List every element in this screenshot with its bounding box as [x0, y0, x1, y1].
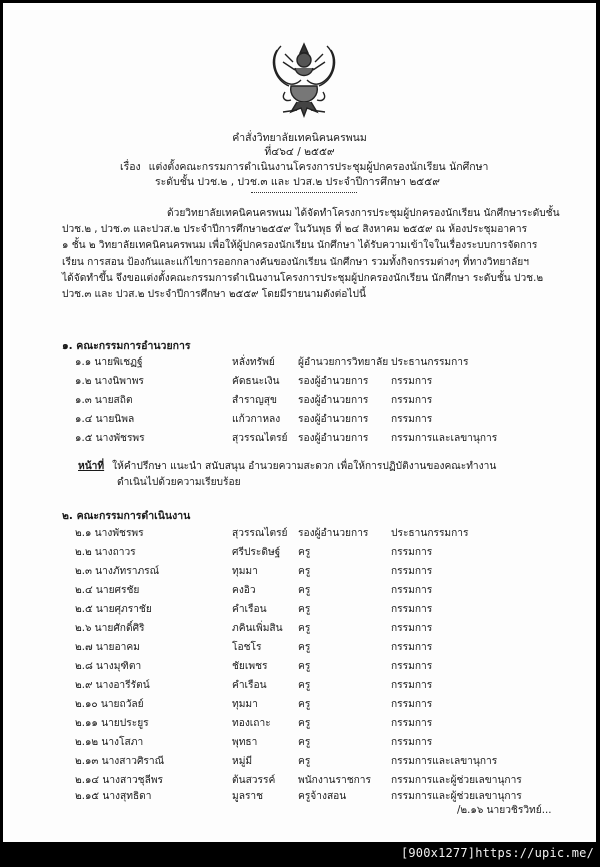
member-position: ผู้อำนวยการวิทยาลัย	[298, 357, 389, 368]
member-role: กรรมการ	[391, 680, 433, 691]
member-role: ประธานกรรมการ	[391, 528, 469, 539]
member-surname: สุวรรณไตรย์	[232, 528, 288, 539]
member-row	[3, 392, 596, 409]
member-name: ๒.๕ นายศุภราชัย	[75, 604, 152, 615]
member-position: ครู	[298, 661, 311, 672]
member-row	[3, 677, 596, 694]
intro-line: เรียน การสอน ป้องกันและแก้ไขการออกกลางคันของนักเรียน นักศึกษา รวมทั้งกิจกรรมต่างๆ ที่ทางวิทยาลัยฯ	[62, 256, 529, 268]
issuer-title: คำสั่งวิทยาลัยเทคนิคนครพนม	[232, 132, 367, 144]
member-row	[3, 772, 596, 789]
member-row	[3, 734, 596, 751]
member-name: ๒.๘ นางมุฑิตา	[75, 661, 142, 672]
member-surname: ภคินเพิ่มสิน	[232, 623, 283, 634]
member-role: กรรมการ	[391, 661, 433, 672]
subject-text: แต่งตั้งคณะกรรมการดำเนินงานโครงการประชุมผู้ปกครองนักเรียน นักศึกษา	[148, 161, 489, 173]
member-role: กรรมการ	[391, 642, 433, 653]
member-surname: ชัยเพชร	[232, 661, 268, 672]
member-surname: หมู่มี	[232, 756, 253, 767]
member-name: ๒.๙ นางอารีรัตน์	[75, 680, 150, 691]
member-name: ๒.๑ นางพัชรพร	[75, 528, 144, 539]
member-name: ๒.๒ นางถาวร	[75, 547, 136, 558]
member-name: ๒.๔ นายศรชัย	[75, 585, 140, 596]
subject-line-2: ระดับชั้น ปวช.๒ , ปวช.๓ และ ปวส.๒ ประจำปีการศึกษา ๒๕๕๙	[155, 176, 440, 188]
member-name: ๑.๑ นายพิเชฏฐ์	[75, 357, 143, 368]
intro-paragraph	[62, 206, 582, 303]
member-surname: ศรีประดิษฐ์	[232, 547, 281, 558]
intro-line: ด้วยวิทยาลัยเทคนิคนครพนม ได้จัดทำโครงการประชุมผู้ปกครองนักเรียน นักศึกษาระดับชั้น	[167, 208, 560, 219]
member-surname: ต้นสวรรค์	[232, 775, 276, 786]
duty-text: ให้คำปรึกษา แนะนำ สนับสนุน อำนวยความสะดวก เพื่อให้การปฏิบัติงานของคณะทำงาน	[112, 461, 497, 472]
member-name: ๒.๑๓ นางสาวศิราณี	[75, 756, 165, 767]
member-name: ๑.๓ นายสถิต	[75, 395, 133, 406]
member-row	[3, 696, 596, 713]
member-name: ๒.๑๕ นางสุทธิดา	[75, 791, 152, 802]
member-surname: คำเรือน	[232, 680, 267, 691]
member-row	[3, 354, 596, 371]
member-role: กรรมการและผู้ช่วยเลขานุการ	[391, 791, 522, 802]
member-position: ครู	[298, 585, 311, 596]
member-surname: คำเรือน	[232, 604, 267, 615]
member-row	[3, 430, 596, 447]
section-heading: ๑. คณะกรรมการอำนวยการ	[62, 340, 191, 352]
member-position: รองผู้อำนวยการ	[298, 433, 369, 444]
order-number: ที่๔๖๔ / ๒๕๕๙	[264, 146, 335, 158]
member-name: ๑.๒ นางนิพาพร	[75, 376, 144, 387]
member-role: กรรมการ	[391, 376, 433, 387]
member-row	[3, 373, 596, 390]
member-surname: มูลราช	[232, 791, 264, 802]
document-page	[3, 3, 596, 842]
member-role: กรรมการ	[391, 585, 433, 596]
intro-line: ปวช.๓ และ ปวส.๒ ประจำปีการศึกษา ๒๕๕๙ โดยมีรายนามดังต่อไปนี้	[62, 289, 366, 301]
member-role: กรรมการ	[391, 566, 433, 577]
member-role: กรรมการ	[391, 737, 433, 748]
member-position: ครู	[298, 756, 311, 767]
member-name: ๑.๕ นางพัชรพร	[75, 433, 145, 444]
member-surname: โอชโร	[232, 642, 262, 653]
member-role: กรรมการ	[391, 623, 433, 634]
continuation-marker: /๒.๑๖ นายวชิรวิทย์...	[457, 805, 552, 816]
member-role: กรรมการ	[391, 547, 433, 558]
member-role: กรรมการ	[391, 414, 433, 425]
member-position: ครู	[298, 737, 311, 748]
member-position: ครู	[298, 547, 311, 558]
member-row	[3, 563, 596, 580]
subject-label: เรื่อง	[120, 161, 141, 173]
member-row	[3, 620, 596, 637]
member-row	[3, 601, 596, 618]
member-name: ๒.๓ นางภัทราภรณ์	[75, 566, 160, 577]
member-name: ๒.๗ นายอาคม	[75, 642, 140, 653]
member-surname: แก้วกาหลง	[232, 414, 281, 425]
member-position: ครู	[298, 566, 311, 577]
subject-line-1	[120, 160, 488, 174]
member-role: กรรมการ	[391, 699, 433, 710]
member-position: ครู	[298, 680, 311, 691]
member-row	[3, 582, 596, 599]
member-surname: หลั่งทรัพย์	[232, 357, 275, 368]
member-row	[3, 753, 596, 770]
section-heading: ๒. คณะกรรมการดำเนินงาน	[62, 510, 191, 522]
member-position: รองผู้อำนวยการ	[298, 395, 369, 406]
intro-line: ปวช.๒ , ปวช.๓ และปวส.๒ ประจำปีการศึกษา๒๕๕๙ ในวันพุธ ที่ ๒๔ สิงหาคม ๒๕๕๙ ณ ห้องประชุมอาคาร	[62, 224, 528, 236]
member-role: กรรมการ	[391, 718, 433, 729]
dotted-separator	[251, 188, 357, 193]
intro-line: ๑ ชั้น ๒ วิทยาลัยเทคนิคนครพนม เพื่อให้ผู้ปกครองนักเรียน นักศึกษา ได้รับความเข้าใจในเรื่องระบบการจัดการ	[62, 240, 538, 252]
member-name: ๒.๑๐ นายถวัลย์	[75, 699, 144, 710]
member-row	[3, 411, 596, 428]
member-role: กรรมการและเลขานุการ	[391, 433, 498, 444]
member-name: ๑.๔ นายนิพล	[75, 414, 135, 425]
duty-label: หน้าที่	[78, 461, 105, 472]
member-surname: ทุมมา	[232, 566, 258, 577]
member-position: รองผู้อำนวยการ	[298, 414, 369, 425]
member-surname: ทองเถาะ	[232, 718, 271, 729]
member-row	[3, 544, 596, 561]
member-row	[3, 639, 596, 656]
member-surname: คัดธนะเงิน	[232, 376, 280, 387]
member-position: พนักงานราชการ	[298, 775, 371, 786]
member-role: กรรมการ	[391, 395, 433, 406]
member-surname: คงอิว	[232, 585, 256, 596]
member-position: ครู	[298, 718, 311, 729]
member-row	[3, 715, 596, 732]
member-surname: ทุมมา	[232, 699, 258, 710]
member-role: กรรมการและเลขานุการ	[391, 756, 498, 767]
member-surname: สำราญสุข	[232, 395, 277, 406]
member-role: กรรมการและผู้ช่วยเลขานุการ	[391, 775, 522, 786]
member-role: กรรมการ	[391, 604, 433, 615]
garuda-emblem-icon	[261, 40, 347, 120]
member-position: รองผู้อำนวยการ	[298, 528, 369, 539]
member-row	[3, 525, 596, 542]
member-surname: พุทธา	[232, 737, 258, 748]
member-surname: สุวรรณไตรย์	[232, 433, 288, 444]
member-position: ครูจ้างสอน	[298, 791, 347, 802]
member-name: ๒.๑๑ นายประยูร	[75, 718, 149, 729]
image-host-footer	[0, 842, 600, 867]
member-name: ๒.๑๒ นางโสภา	[75, 737, 144, 748]
footer-caption: [900x1277]https://upic.me/	[400, 846, 594, 860]
member-role: ประธานกรรมการ	[391, 357, 469, 368]
duty-line-1	[78, 458, 496, 475]
member-position: ครู	[298, 699, 311, 710]
member-position: ครู	[298, 642, 311, 653]
member-position: ครู	[298, 623, 311, 634]
intro-line: ได้จัดทำขึ้น จึงขอแต่งตั้งคณะกรรมการดำเนินงานโครงการประชุมผู้ปกครองนักเรียน นักศึกษา ระดับชั้น ปวช.๒	[62, 272, 544, 284]
member-position: ครู	[298, 604, 311, 615]
member-name: ๒.๑๔ นางสาวชุลีพร	[75, 775, 164, 786]
member-name: ๒.๖ นายศักดิ์ศิริ	[75, 623, 145, 634]
member-row	[3, 658, 596, 675]
member-position: รองผู้อำนวยการ	[298, 376, 369, 387]
duty-line-2: ดำเนินไปด้วยความเรียบร้อย	[117, 477, 241, 488]
